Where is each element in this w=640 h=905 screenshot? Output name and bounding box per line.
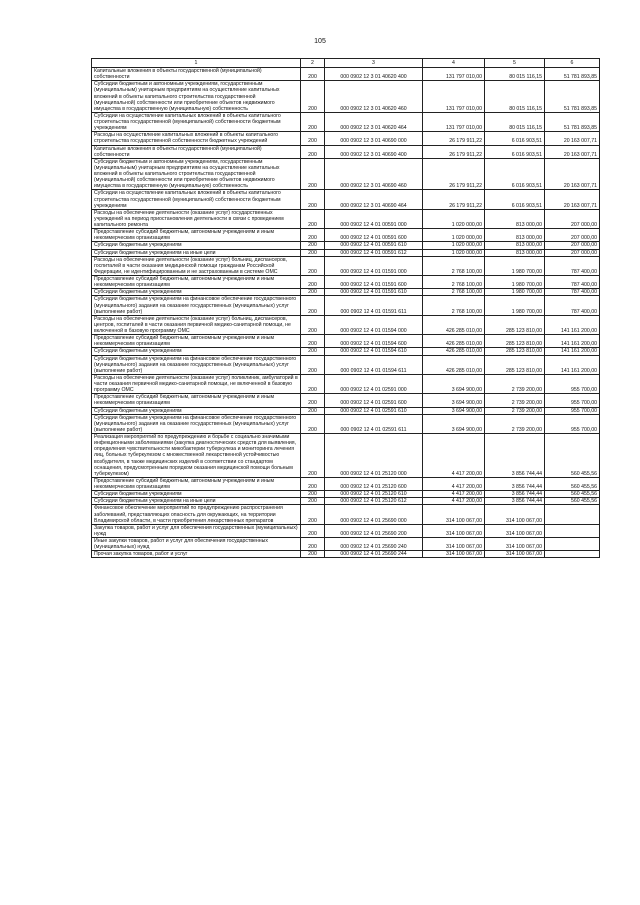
row-approved: 2 768 100,00 — [423, 256, 485, 275]
page-number: 105 — [314, 38, 326, 45]
row-code: 200 — [301, 145, 325, 158]
table-body — [92, 68, 600, 558]
row-code: 200 — [301, 229, 325, 242]
row-classifier: 000 0902 12 4 01 00591 612 — [325, 249, 423, 256]
row-executed: 1 980 700,00 — [485, 256, 545, 275]
row-code: 200 — [301, 112, 325, 131]
row-classifier: 000 0902 12 4 01 01594 611 — [325, 355, 423, 374]
row-approved: 4 417 200,00 — [423, 477, 485, 490]
row-executed: 813 000,00 — [485, 229, 545, 242]
row-unexecuted: 141 161 200,00 — [545, 335, 600, 348]
row-name: Субсидии бюджетным и автономным учреждениям, государственным (муниципальным) унитарным предприятиям на осуществление капитальных вложений в объекты капитального строительства государственной (муниципальной) собственности или приобретение объектов недвижимого имущества в государственную (муниципальную) собственность — [92, 81, 301, 113]
row-code: 200 — [301, 158, 325, 190]
row-executed: 1 980 700,00 — [485, 289, 545, 296]
row-unexecuted: 20 163 007,71 — [545, 132, 600, 145]
row-code: 200 — [301, 289, 325, 296]
table-row — [92, 81, 600, 113]
row-code: 200 — [301, 68, 325, 81]
row-approved: 314 100 067,00 — [423, 505, 485, 524]
row-unexecuted: 560 455,56 — [545, 477, 600, 490]
row-code: 200 — [301, 407, 325, 414]
row-executed: 2 739 200,00 — [485, 407, 545, 414]
row-unexecuted: 51 781 893,85 — [545, 68, 600, 81]
row-code: 200 — [301, 498, 325, 505]
row-executed: 285 123 810,00 — [485, 348, 545, 355]
row-unexecuted: 955 700,00 — [545, 374, 600, 393]
row-approved: 4 417 200,00 — [423, 434, 485, 478]
row-executed: 2 739 200,00 — [485, 394, 545, 407]
row-executed: 285 123 810,00 — [485, 355, 545, 374]
table-row — [92, 190, 600, 209]
table-row — [92, 242, 600, 249]
row-code: 200 — [301, 538, 325, 551]
row-classifier: 000 0902 12 4 01 01591 000 — [325, 256, 423, 275]
row-name: Закупка товаров, работ и услуг для обеспечения государственных (муниципальных) нужд — [92, 524, 301, 537]
row-approved: 426 285 010,00 — [423, 315, 485, 334]
table-row — [92, 498, 600, 505]
row-code: 200 — [301, 335, 325, 348]
row-approved: 131 797 010,00 — [423, 68, 485, 81]
row-name: Иные закупки товаров, работ и услуг для обеспечения государственных (муниципальных) нужд — [92, 538, 301, 551]
row-code: 200 — [301, 276, 325, 289]
row-approved: 26 179 911,22 — [423, 190, 485, 209]
row-name: Субсидии бюджетным учреждениям на иные цели — [92, 498, 301, 505]
row-name: Субсидии на осуществление капитальных вложений в объекты капитального строительства государственной (муниципальной) собственности бюджетным учреждениям — [92, 112, 301, 131]
row-code: 200 — [301, 414, 325, 433]
table-row — [92, 538, 600, 551]
row-name: Субсидии бюджетным учреждениям — [92, 407, 301, 414]
row-name: Предоставление субсидий бюджетным, автономным учреждениям и иным некоммерческим организациям — [92, 276, 301, 289]
row-unexecuted — [545, 524, 600, 537]
row-name: Субсидии бюджетным учреждениям на иные цели — [92, 249, 301, 256]
row-approved: 3 694 900,00 — [423, 407, 485, 414]
row-name: Капитальные вложения в объекты государственной (муниципальной) собственности — [92, 68, 301, 81]
row-classifier: 000 0902 12 4 01 25120 600 — [325, 477, 423, 490]
row-unexecuted — [545, 505, 600, 524]
table-row — [92, 112, 600, 131]
row-unexecuted: 51 781 893,85 — [545, 112, 600, 131]
row-executed: 813 000,00 — [485, 249, 545, 256]
table-row — [92, 505, 600, 524]
row-classifier: 000 0902 12 3 01 40620 464 — [325, 112, 423, 131]
row-executed: 6 016 903,51 — [485, 190, 545, 209]
row-executed: 314 100 067,00 — [485, 524, 545, 537]
row-code: 200 — [301, 296, 325, 315]
row-approved: 426 285 010,00 — [423, 355, 485, 374]
row-executed: 813 000,00 — [485, 242, 545, 249]
table-row — [92, 551, 600, 558]
row-unexecuted: 787 400,00 — [545, 256, 600, 275]
row-executed: 3 856 744,44 — [485, 491, 545, 498]
row-code: 200 — [301, 524, 325, 537]
row-classifier: 000 0902 12 4 01 25690 240 — [325, 538, 423, 551]
row-classifier: 000 0902 12 4 01 25120 610 — [325, 491, 423, 498]
row-approved: 26 179 911,22 — [423, 132, 485, 145]
row-executed: 314 100 067,00 — [485, 551, 545, 558]
row-name: Предоставление субсидий бюджетным, автономным учреждениям и иным некоммерческим организациям — [92, 394, 301, 407]
row-executed: 6 016 903,51 — [485, 145, 545, 158]
row-unexecuted: 787 400,00 — [545, 276, 600, 289]
row-classifier: 000 0902 12 4 01 00591 610 — [325, 242, 423, 249]
row-unexecuted: 787 400,00 — [545, 296, 600, 315]
row-code: 200 — [301, 315, 325, 334]
column-header: 2 — [301, 59, 325, 68]
row-classifier: 000 0902 12 4 01 25690 200 — [325, 524, 423, 537]
row-classifier: 000 0902 12 4 01 25690 000 — [325, 505, 423, 524]
table-row — [92, 209, 600, 228]
column-header: 6 — [545, 59, 600, 68]
column-header: 1 — [92, 59, 301, 68]
row-unexecuted — [545, 538, 600, 551]
row-executed: 1 980 700,00 — [485, 296, 545, 315]
table-row — [92, 289, 600, 296]
row-approved: 131 797 010,00 — [423, 81, 485, 113]
row-executed: 3 856 744,44 — [485, 477, 545, 490]
row-classifier: 000 0902 12 4 01 02591 611 — [325, 414, 423, 433]
row-code: 200 — [301, 394, 325, 407]
table-row — [92, 249, 600, 256]
row-unexecuted: 141 161 200,00 — [545, 315, 600, 334]
column-header: 3 — [325, 59, 423, 68]
row-classifier: 000 0902 12 4 01 00591 000 — [325, 209, 423, 228]
row-classifier: 000 0902 12 4 01 01591 600 — [325, 276, 423, 289]
row-approved: 3 694 900,00 — [423, 374, 485, 393]
column-header: 5 — [485, 59, 545, 68]
table-row — [92, 524, 600, 537]
table-row — [92, 374, 600, 393]
table-row — [92, 355, 600, 374]
row-executed: 3 856 744,44 — [485, 498, 545, 505]
row-executed: 314 100 067,00 — [485, 505, 545, 524]
row-executed: 813 000,00 — [485, 209, 545, 228]
row-name: Субсидии бюджетным учреждениям — [92, 491, 301, 498]
row-classifier: 000 0902 12 4 01 01591 611 — [325, 296, 423, 315]
row-approved: 3 694 900,00 — [423, 394, 485, 407]
budget-table — [91, 58, 600, 558]
row-name: Субсидии бюджетным учреждениям — [92, 348, 301, 355]
row-classifier: 000 0902 12 3 01 40690 460 — [325, 158, 423, 190]
row-approved: 1 020 000,00 — [423, 209, 485, 228]
row-unexecuted: 207 000,00 — [545, 209, 600, 228]
row-unexecuted: 560 455,56 — [545, 498, 600, 505]
row-executed: 2 739 200,00 — [485, 374, 545, 393]
row-code: 200 — [301, 348, 325, 355]
row-executed: 285 123 810,00 — [485, 315, 545, 334]
row-classifier: 000 0902 12 3 01 40620 400 — [325, 68, 423, 81]
column-header: 4 — [423, 59, 485, 68]
row-code: 200 — [301, 190, 325, 209]
row-name: Реализация мероприятий по предупреждению и борьбе с социально значимыми инфекционными заболеваниями (закупка диагностических средств для выявления, определения чувствительности микобактерии туберкулеза и мониторинга лечения лиц, больных туберкулезом с множественной лекарственной устойчивостью возбудителя, в также медицинских изделий в соответствии со стандартом оснащения, предусмотренным порядком оказания медицинской помощи больным туберкулезом) — [92, 434, 301, 478]
row-code: 200 — [301, 434, 325, 478]
row-approved: 1 020 000,00 — [423, 229, 485, 242]
row-approved: 2 768 100,00 — [423, 296, 485, 315]
row-code: 200 — [301, 132, 325, 145]
row-unexecuted: 955 700,00 — [545, 414, 600, 433]
table-row — [92, 434, 600, 478]
table-row — [92, 158, 600, 190]
row-executed: 6 016 903,51 — [485, 158, 545, 190]
table-row — [92, 491, 600, 498]
row-name: Субсидии бюджетным учреждениям на финансовое обеспечение государственного (муниципального) задания на оказание государственных (муниципальных) услуг (выполнение работ) — [92, 414, 301, 433]
row-classifier: 000 0902 12 3 01 40690 000 — [325, 132, 423, 145]
row-code: 200 — [301, 256, 325, 275]
row-approved: 314 100 067,00 — [423, 524, 485, 537]
table-row — [92, 394, 600, 407]
row-code: 200 — [301, 249, 325, 256]
row-name: Субсидии бюджетным учреждениям — [92, 289, 301, 296]
row-classifier: 000 0902 12 4 01 25120 000 — [325, 434, 423, 478]
row-name: Расходы на осуществление капитальных вложений в объекты капитального строительства государственной собственности бюджетных учреждений — [92, 132, 301, 145]
row-name: Расходы на обеспечение деятельности (оказание услуг) поликлиник, амбулаторий в части оказания первичной медико-санитарной помощи, не включенной в базовую программу ОМС — [92, 374, 301, 393]
row-name: Расходы на обеспечение деятельности (оказание услуг) больниц, диспансеров, госпиталей в части оказания медицинской помощи гражданам Российской Федерации, не идентифицированным и не застрахованным в системе ОМС — [92, 256, 301, 275]
row-approved: 314 100 067,00 — [423, 551, 485, 558]
row-executed: 80 015 116,15 — [485, 112, 545, 131]
row-executed: 80 015 116,15 — [485, 68, 545, 81]
row-code: 200 — [301, 209, 325, 228]
row-classifier: 000 0902 12 4 01 25690 244 — [325, 551, 423, 558]
row-name: Субсидии бюджетным учреждениям на финансовое обеспечение государственного (муниципального) задания на оказание государственных (муниципальных) услуг (выполнение работ) — [92, 355, 301, 374]
row-unexecuted: 207 000,00 — [545, 249, 600, 256]
row-name: Капитальные вложения в объекты государственной (муниципальной) собственности — [92, 145, 301, 158]
row-name: Предоставление субсидий бюджетным, автономным учреждениям и иным некоммерческим организациям — [92, 229, 301, 242]
table-row — [92, 348, 600, 355]
row-classifier: 000 0902 12 4 01 01594 600 — [325, 335, 423, 348]
row-classifier: 000 0902 12 4 01 02591 600 — [325, 394, 423, 407]
row-classifier: 000 0902 12 4 01 01591 610 — [325, 289, 423, 296]
row-name: Субсидии бюджетным и автономным учреждениям, государственным (муниципальным) унитарным предприятиям на осуществление капитальных вложений в объекты капитального строительства государственной (муниципальной) собственности или приобретение объектов недвижимого имущества в государственную (муниципальную) собственность — [92, 158, 301, 190]
table-row — [92, 335, 600, 348]
table-row — [92, 414, 600, 433]
row-approved: 426 285 010,00 — [423, 348, 485, 355]
row-executed: 285 123 810,00 — [485, 335, 545, 348]
row-unexecuted: 560 455,56 — [545, 491, 600, 498]
table-row — [92, 256, 600, 275]
table-header-row — [92, 59, 600, 68]
row-executed: 80 015 116,15 — [485, 81, 545, 113]
row-unexecuted: 787 400,00 — [545, 289, 600, 296]
row-code: 200 — [301, 374, 325, 393]
row-name: Финансовое обеспечение мероприятий по предупреждению распространения заболеваний, представляющих опасность для окружающих, на территории Владимирской области, в части приобретения лекарственных препаратов — [92, 505, 301, 524]
row-executed: 1 980 700,00 — [485, 276, 545, 289]
table-row — [92, 132, 600, 145]
row-approved: 26 179 911,22 — [423, 145, 485, 158]
table-row — [92, 477, 600, 490]
row-classifier: 000 0902 12 4 01 02591 000 — [325, 374, 423, 393]
row-name: Расходы на обеспечение деятельности (оказание услуг) государственных учреждений на период приостановления деятельности в связи с проведением капитального ремонта — [92, 209, 301, 228]
row-unexecuted: 20 163 007,71 — [545, 145, 600, 158]
row-name: Субсидии на осуществление капитальных вложений в объекты капитального строительства государственной (муниципальной) собственности бюджетным учреждениям — [92, 190, 301, 209]
row-approved: 3 694 900,00 — [423, 414, 485, 433]
row-classifier: 000 0902 12 3 01 40690 464 — [325, 190, 423, 209]
table-row — [92, 315, 600, 334]
row-unexecuted: 560 455,56 — [545, 434, 600, 478]
row-approved: 131 797 010,00 — [423, 112, 485, 131]
row-unexecuted: 20 163 007,71 — [545, 158, 600, 190]
row-name: Предоставление субсидий бюджетным, автономным учреждениям и иным некоммерческим организациям — [92, 477, 301, 490]
row-code: 200 — [301, 477, 325, 490]
row-name: Субсидии бюджетным учреждениям на финансовое обеспечение государственного (муниципального) задания на оказание государственных (муниципальных) услуг (выполнение работ) — [92, 296, 301, 315]
row-approved: 4 417 200,00 — [423, 498, 485, 505]
row-unexecuted: 141 161 200,00 — [545, 355, 600, 374]
row-name: Субсидии бюджетным учреждениям — [92, 242, 301, 249]
row-name: Предоставление субсидий бюджетным, автономным учреждениям и иным некоммерческим организациям — [92, 335, 301, 348]
row-unexecuted: 141 161 200,00 — [545, 348, 600, 355]
row-code: 200 — [301, 505, 325, 524]
row-name: Расходы на обеспечение деятельности (оказание услуг) больниц, диспансеров, центров, госпиталей в части оказания первичной медико-санитарной помощи, не включенной в базовую программу ОМС — [92, 315, 301, 334]
row-approved: 2 768 100,00 — [423, 289, 485, 296]
row-name: Прочая закупка товаров, работ и услуг — [92, 551, 301, 558]
row-classifier: 000 0902 12 4 01 01594 000 — [325, 315, 423, 334]
row-classifier: 000 0902 12 3 01 40620 460 — [325, 81, 423, 113]
table-row — [92, 229, 600, 242]
row-executed: 314 100 067,00 — [485, 538, 545, 551]
row-code: 200 — [301, 491, 325, 498]
row-code: 200 — [301, 551, 325, 558]
row-unexecuted: 955 700,00 — [545, 407, 600, 414]
row-unexecuted: 51 781 893,85 — [545, 81, 600, 113]
row-approved: 426 285 010,00 — [423, 335, 485, 348]
row-unexecuted — [545, 551, 600, 558]
row-classifier: 000 0902 12 3 01 40690 400 — [325, 145, 423, 158]
row-approved: 2 768 100,00 — [423, 276, 485, 289]
row-code: 200 — [301, 242, 325, 249]
table-row — [92, 407, 600, 414]
row-approved: 1 020 000,00 — [423, 249, 485, 256]
table-row — [92, 145, 600, 158]
row-approved: 26 179 911,22 — [423, 158, 485, 190]
table-row — [92, 68, 600, 81]
table-row — [92, 276, 600, 289]
table-row — [92, 296, 600, 315]
row-classifier: 000 0902 12 4 01 25120 612 — [325, 498, 423, 505]
row-unexecuted: 207 000,00 — [545, 229, 600, 242]
row-executed: 6 016 903,51 — [485, 132, 545, 145]
row-code: 200 — [301, 355, 325, 374]
row-approved: 314 100 067,00 — [423, 538, 485, 551]
row-code: 200 — [301, 81, 325, 113]
row-executed: 2 739 200,00 — [485, 414, 545, 433]
row-classifier: 000 0902 12 4 01 01594 610 — [325, 348, 423, 355]
row-executed: 3 856 744,44 — [485, 434, 545, 478]
row-unexecuted: 955 700,00 — [545, 394, 600, 407]
row-classifier: 000 0902 12 4 01 02591 610 — [325, 407, 423, 414]
row-approved: 1 020 000,00 — [423, 242, 485, 249]
row-unexecuted: 207 000,00 — [545, 242, 600, 249]
row-classifier: 000 0902 12 4 01 00591 600 — [325, 229, 423, 242]
row-approved: 4 417 200,00 — [423, 491, 485, 498]
row-unexecuted: 20 163 007,71 — [545, 190, 600, 209]
